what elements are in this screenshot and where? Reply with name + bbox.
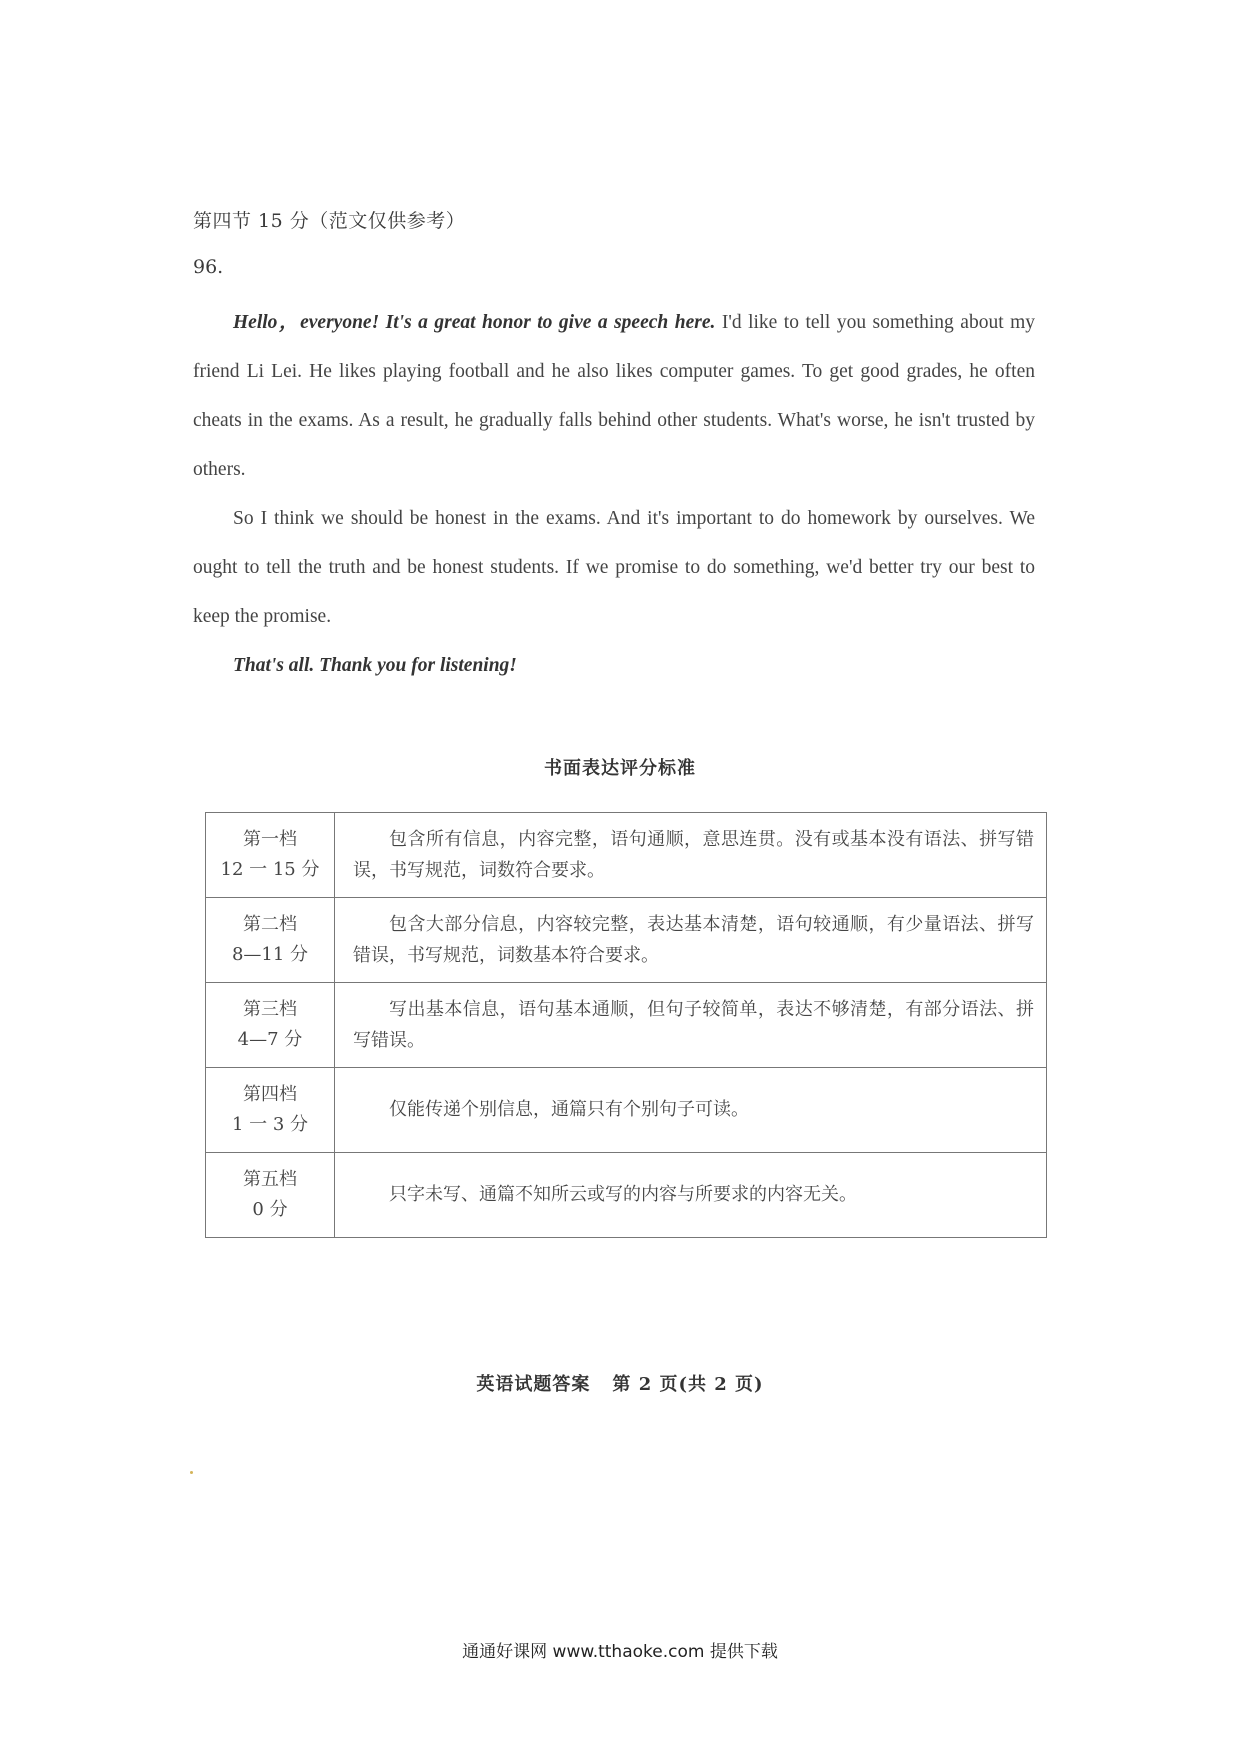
- rubric-level-score: 8—11 分: [231, 944, 309, 965]
- rubric-row: [206, 898, 1047, 983]
- rubric-description: 写出基本信息，语句基本通顺，但句子较简单，表达不够清楚，有部分语法、拼写错误。: [335, 983, 1047, 1068]
- essay-paragraph-1: [193, 298, 1035, 494]
- rubric-level-name: 第五档: [243, 1169, 297, 1190]
- download-source-note: 通通好课网 www.tthaoke.com 提供下载: [462, 1642, 778, 1662]
- essay-paragraph-2: So I think we should be honest in the exams. And it's important to do homework by ourselves. We ought to tell the truth and be honest students. If we promise to do something, we'd better try our best to keep the promise.: [193, 508, 1035, 627]
- rubric-description: 只字未写、通篇不知所云或写的内容与所要求的内容无关。: [335, 1153, 1047, 1238]
- rubric-level-name: 第二档: [243, 914, 297, 935]
- rubric-description: 包含所有信息，内容完整，语句通顺，意思连贯。没有或基本没有语法、拼写错误，书写规范，词数符合要求。: [335, 813, 1047, 898]
- rubric-level-name: 第三档: [243, 999, 297, 1020]
- rubric-table: [205, 812, 1047, 1238]
- rubric-level-cell: [206, 813, 335, 898]
- rubric-level-name: 第四档: [243, 1084, 297, 1105]
- essay-paragraph-3: [193, 641, 1035, 690]
- rubric-description: 仅能传递个别信息，通篇只有个别句子可读。: [335, 1068, 1047, 1153]
- rubric-level-cell: [206, 898, 335, 983]
- question-number: 96.: [193, 256, 224, 278]
- page-footer: [0, 1370, 1240, 1396]
- rubric-level-name: 第一档: [243, 829, 297, 850]
- scan-speck: [190, 1471, 193, 1474]
- essay-paragraph-1-body: I'd like to tell you something about my friend Li Lei. He likes playing football and he also likes computer games. To get good grades, he often cheats in the exams. As a result, he gradually falls behind other students. What's worse, he isn't trusted by others.: [193, 312, 1036, 480]
- rubric-row: [206, 983, 1047, 1068]
- footer-document-name: 英语试题答案: [476, 1374, 591, 1395]
- rubric-level-score: 1 一 3 分: [231, 1114, 309, 1135]
- rubric-row: [206, 1068, 1047, 1153]
- essay-closing: That's all. Thank you for listening!: [233, 655, 517, 676]
- rubric-level-score: 4—7 分: [237, 1029, 303, 1050]
- rubric-description: 包含大部分信息，内容较完整，表达基本清楚，语句较通顺，有少量语法、拼写错误，书写规范，词数基本符合要求。: [335, 898, 1047, 983]
- rubric-level-score: 12 一 15 分: [220, 859, 320, 880]
- footer-page-info: 第 2 页(共 2 页): [612, 1374, 764, 1395]
- rubric-level-cell: [206, 983, 335, 1068]
- rubric-row: [206, 1153, 1047, 1238]
- rubric-level-score: 0 分: [252, 1199, 288, 1220]
- rubric-title: 书面表达评分标准: [544, 758, 696, 779]
- section-heading: 第四节 15 分（范文仅供参考）: [193, 210, 466, 232]
- essay-opening-greeting: Hello，everyone! It's a great honor to give a speech here.: [233, 312, 716, 333]
- rubric-row: [206, 813, 1047, 898]
- rubric-level-cell: [206, 1068, 335, 1153]
- model-essay: [193, 298, 1035, 690]
- rubric-level-cell: [206, 1153, 335, 1238]
